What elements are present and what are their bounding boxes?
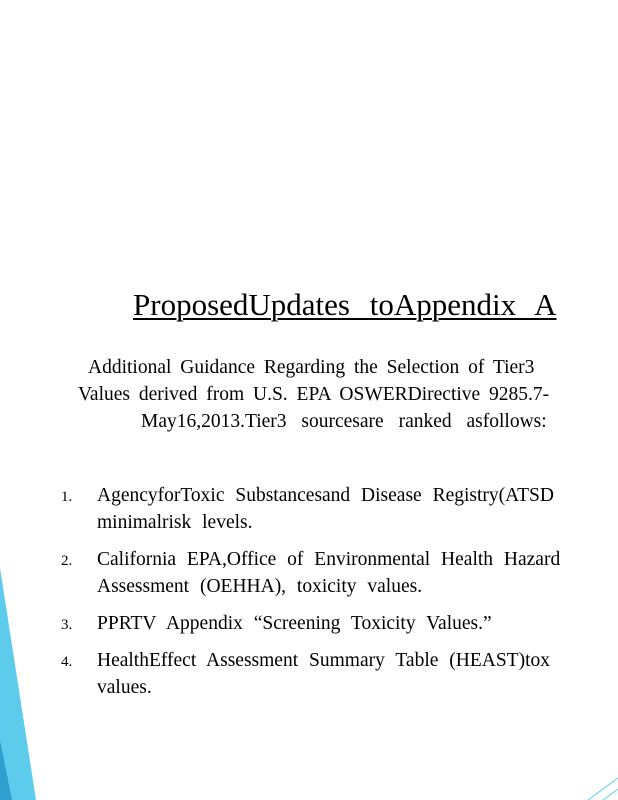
- list-item-line: PPRTV Appendix “Screening Toxicity Values.”: [97, 613, 492, 634]
- list-item-line: California EPA,Office of Environmental Health Hazard: [97, 549, 561, 570]
- list-item-number: 4.: [61, 654, 73, 670]
- list-item-line: HealthEffect Assessment Summary Table (HEAST)tox: [97, 650, 550, 671]
- page-title: ProposedUpdates toAppendix A: [133, 287, 557, 322]
- list-item-text: [97, 482, 618, 536]
- list-item-line: Assessment (OEHHA), toxicity values.: [97, 576, 423, 597]
- list-item-text: [97, 647, 618, 701]
- tier3-source-list: [0, 482, 618, 701]
- list-item-line: AgencyforToxic Substancesand Disease Registry(ATSD: [97, 485, 554, 506]
- list-item-text: [97, 610, 618, 637]
- intro-line: Additional Guidance Regarding the Selection of Tier3: [88, 357, 535, 378]
- intro-paragraph: [78, 354, 618, 435]
- list-item-number: 3.: [61, 617, 73, 633]
- accent-triangle-dark: [0, 740, 12, 800]
- intro-line: Values derived from U.S. EPA OSWERDirective 9285.7-: [78, 384, 550, 405]
- list-item: [0, 546, 618, 600]
- intro-line: May16,2013.Tier3 sourcesare ranked asfollows:: [141, 411, 547, 432]
- list-item-text: [97, 546, 618, 600]
- list-item: [0, 647, 618, 701]
- list-item-line: minimalrisk levels.: [97, 512, 253, 533]
- list-item: [0, 482, 618, 536]
- accent-line-1: [588, 778, 618, 800]
- list-item: [0, 610, 618, 637]
- list-item-number: 2.: [61, 553, 73, 569]
- list-item-line: values.: [97, 677, 152, 698]
- accent-line-2: [603, 789, 618, 800]
- list-item-number: 1.: [61, 489, 73, 505]
